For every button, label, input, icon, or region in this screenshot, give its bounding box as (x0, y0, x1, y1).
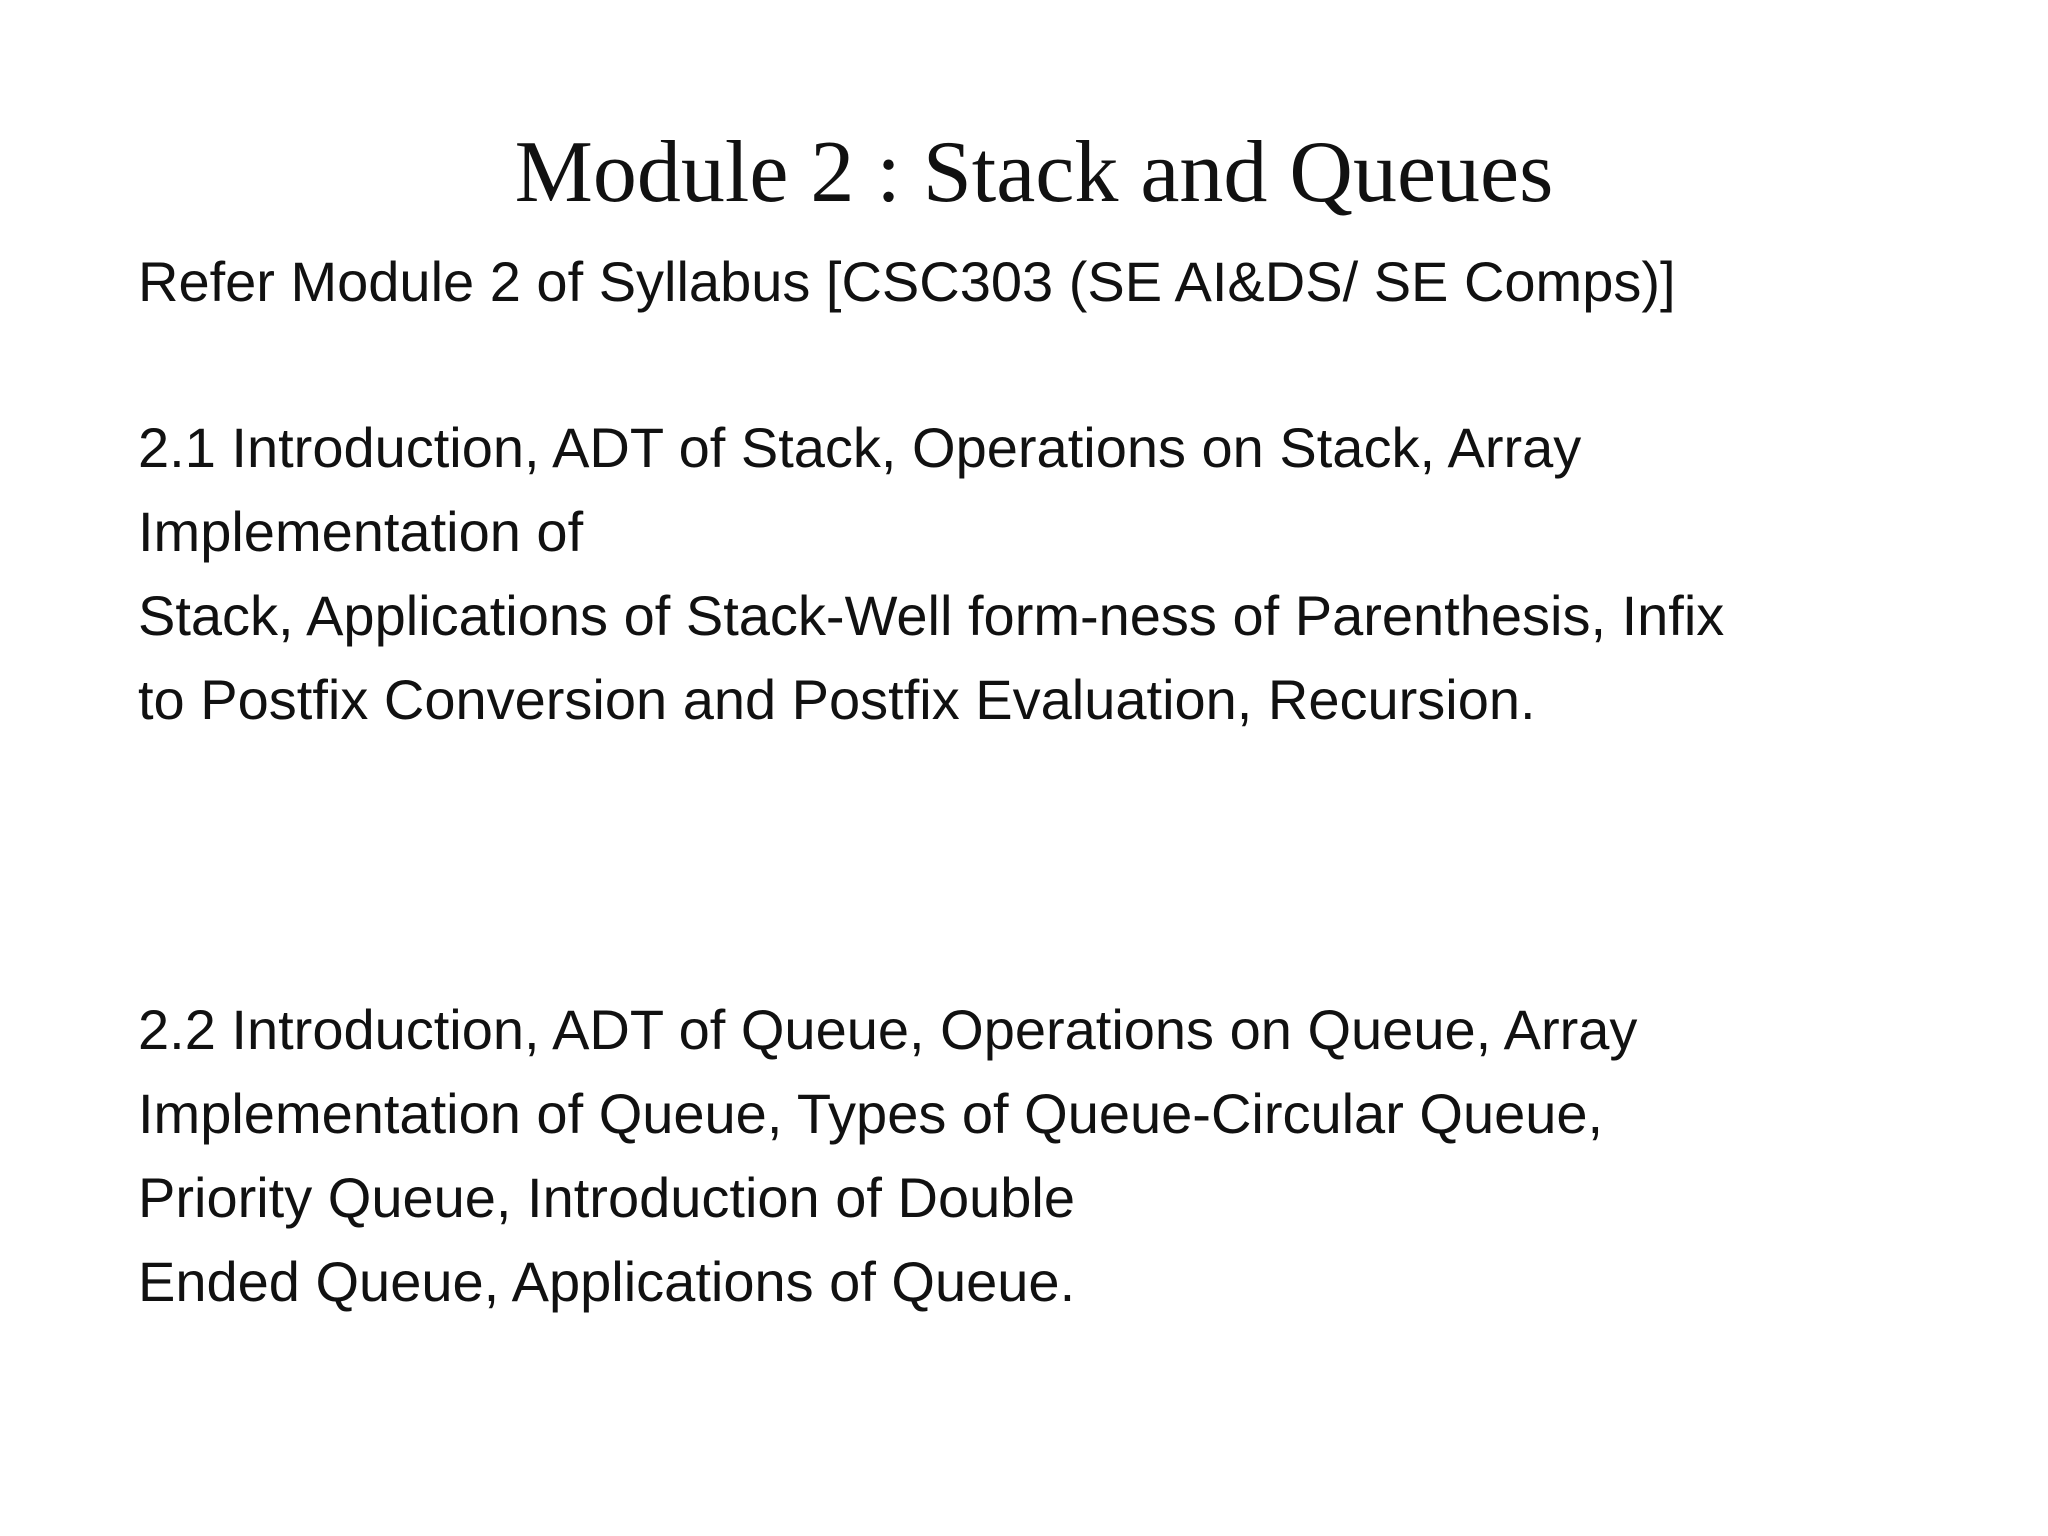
section-2-2-line: Implementation of Queue, Types of Queue-Circular Queue, (138, 1082, 1604, 1145)
section-2-1-line: to Postfix Conversion and Postfix Evaluation, Recursion. (138, 668, 1536, 731)
section-2-1-line: Stack, Applications of Stack-Well form-ness of Parenthesis, Infix (138, 584, 1725, 647)
section-2-1-line: Implementation of (138, 500, 584, 563)
section-2-1 (138, 406, 1938, 742)
section-2-2-line: Priority Queue, Introduction of Double (138, 1166, 1075, 1229)
section-2-2-line: Ended Queue, Applications of Queue. (138, 1250, 1076, 1313)
section-2-1-line: 2.1 Introduction, ADT of Stack, Operations on Stack, Array (138, 416, 1582, 479)
section-2-2 (138, 988, 1938, 1324)
section-2-2-line: 2.2 Introduction, ADT of Queue, Operations on Queue, Array (138, 998, 1638, 1061)
slide-title: Module 2 : Stack and Queues (514, 124, 1554, 221)
syllabus-reference: Refer Module 2 of Syllabus [CSC303 (SE AI&DS/ SE Comps)] (138, 250, 1676, 313)
